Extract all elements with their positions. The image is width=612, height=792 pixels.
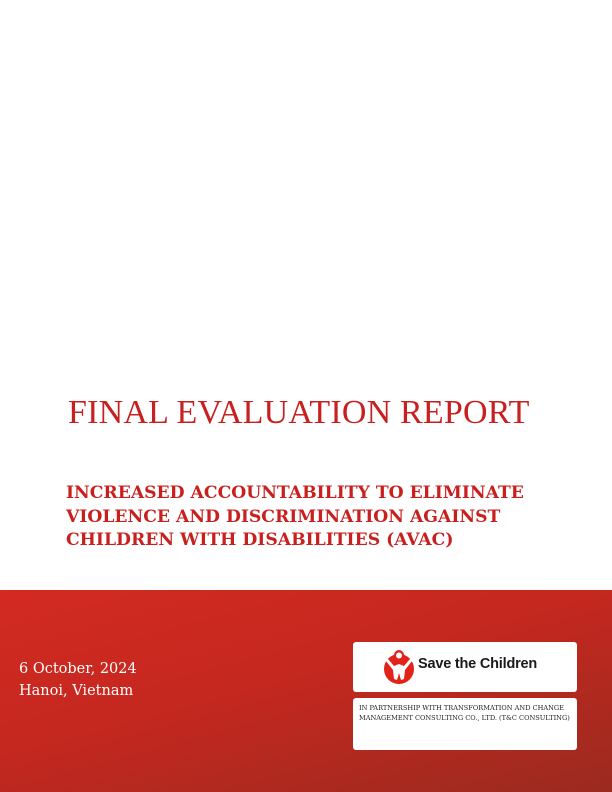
partnership-text: IN PARTNERSHIP WITH TRANSFORMATION AND CHANGE MANAGEMENT CONSULTING CO., LTD. (T&C CONSULTING)	[359, 704, 570, 722]
report-subtitle	[66, 482, 566, 553]
date-location-block	[19, 658, 137, 702]
partnership-box	[353, 698, 577, 750]
report-date: 6 October, 2024	[19, 661, 137, 677]
save-the-children-logo	[353, 642, 577, 692]
subtitle-line: INCREASED ACCOUNTABILITY TO ELIMINATE	[66, 483, 524, 503]
subtitle-line: CHILDREN WITH DISABILITIES (AVAC)	[66, 530, 454, 550]
report-title: FINAL EVALUATION REPORT	[68, 394, 530, 431]
report-location: Hanoi, Vietnam	[19, 683, 134, 699]
logo-wordmark: Save the Children	[418, 656, 538, 672]
subtitle-line: VIOLENCE AND DISCRIMINATION AGAINST	[66, 506, 501, 527]
save-the-children-figure-icon	[382, 649, 416, 685]
